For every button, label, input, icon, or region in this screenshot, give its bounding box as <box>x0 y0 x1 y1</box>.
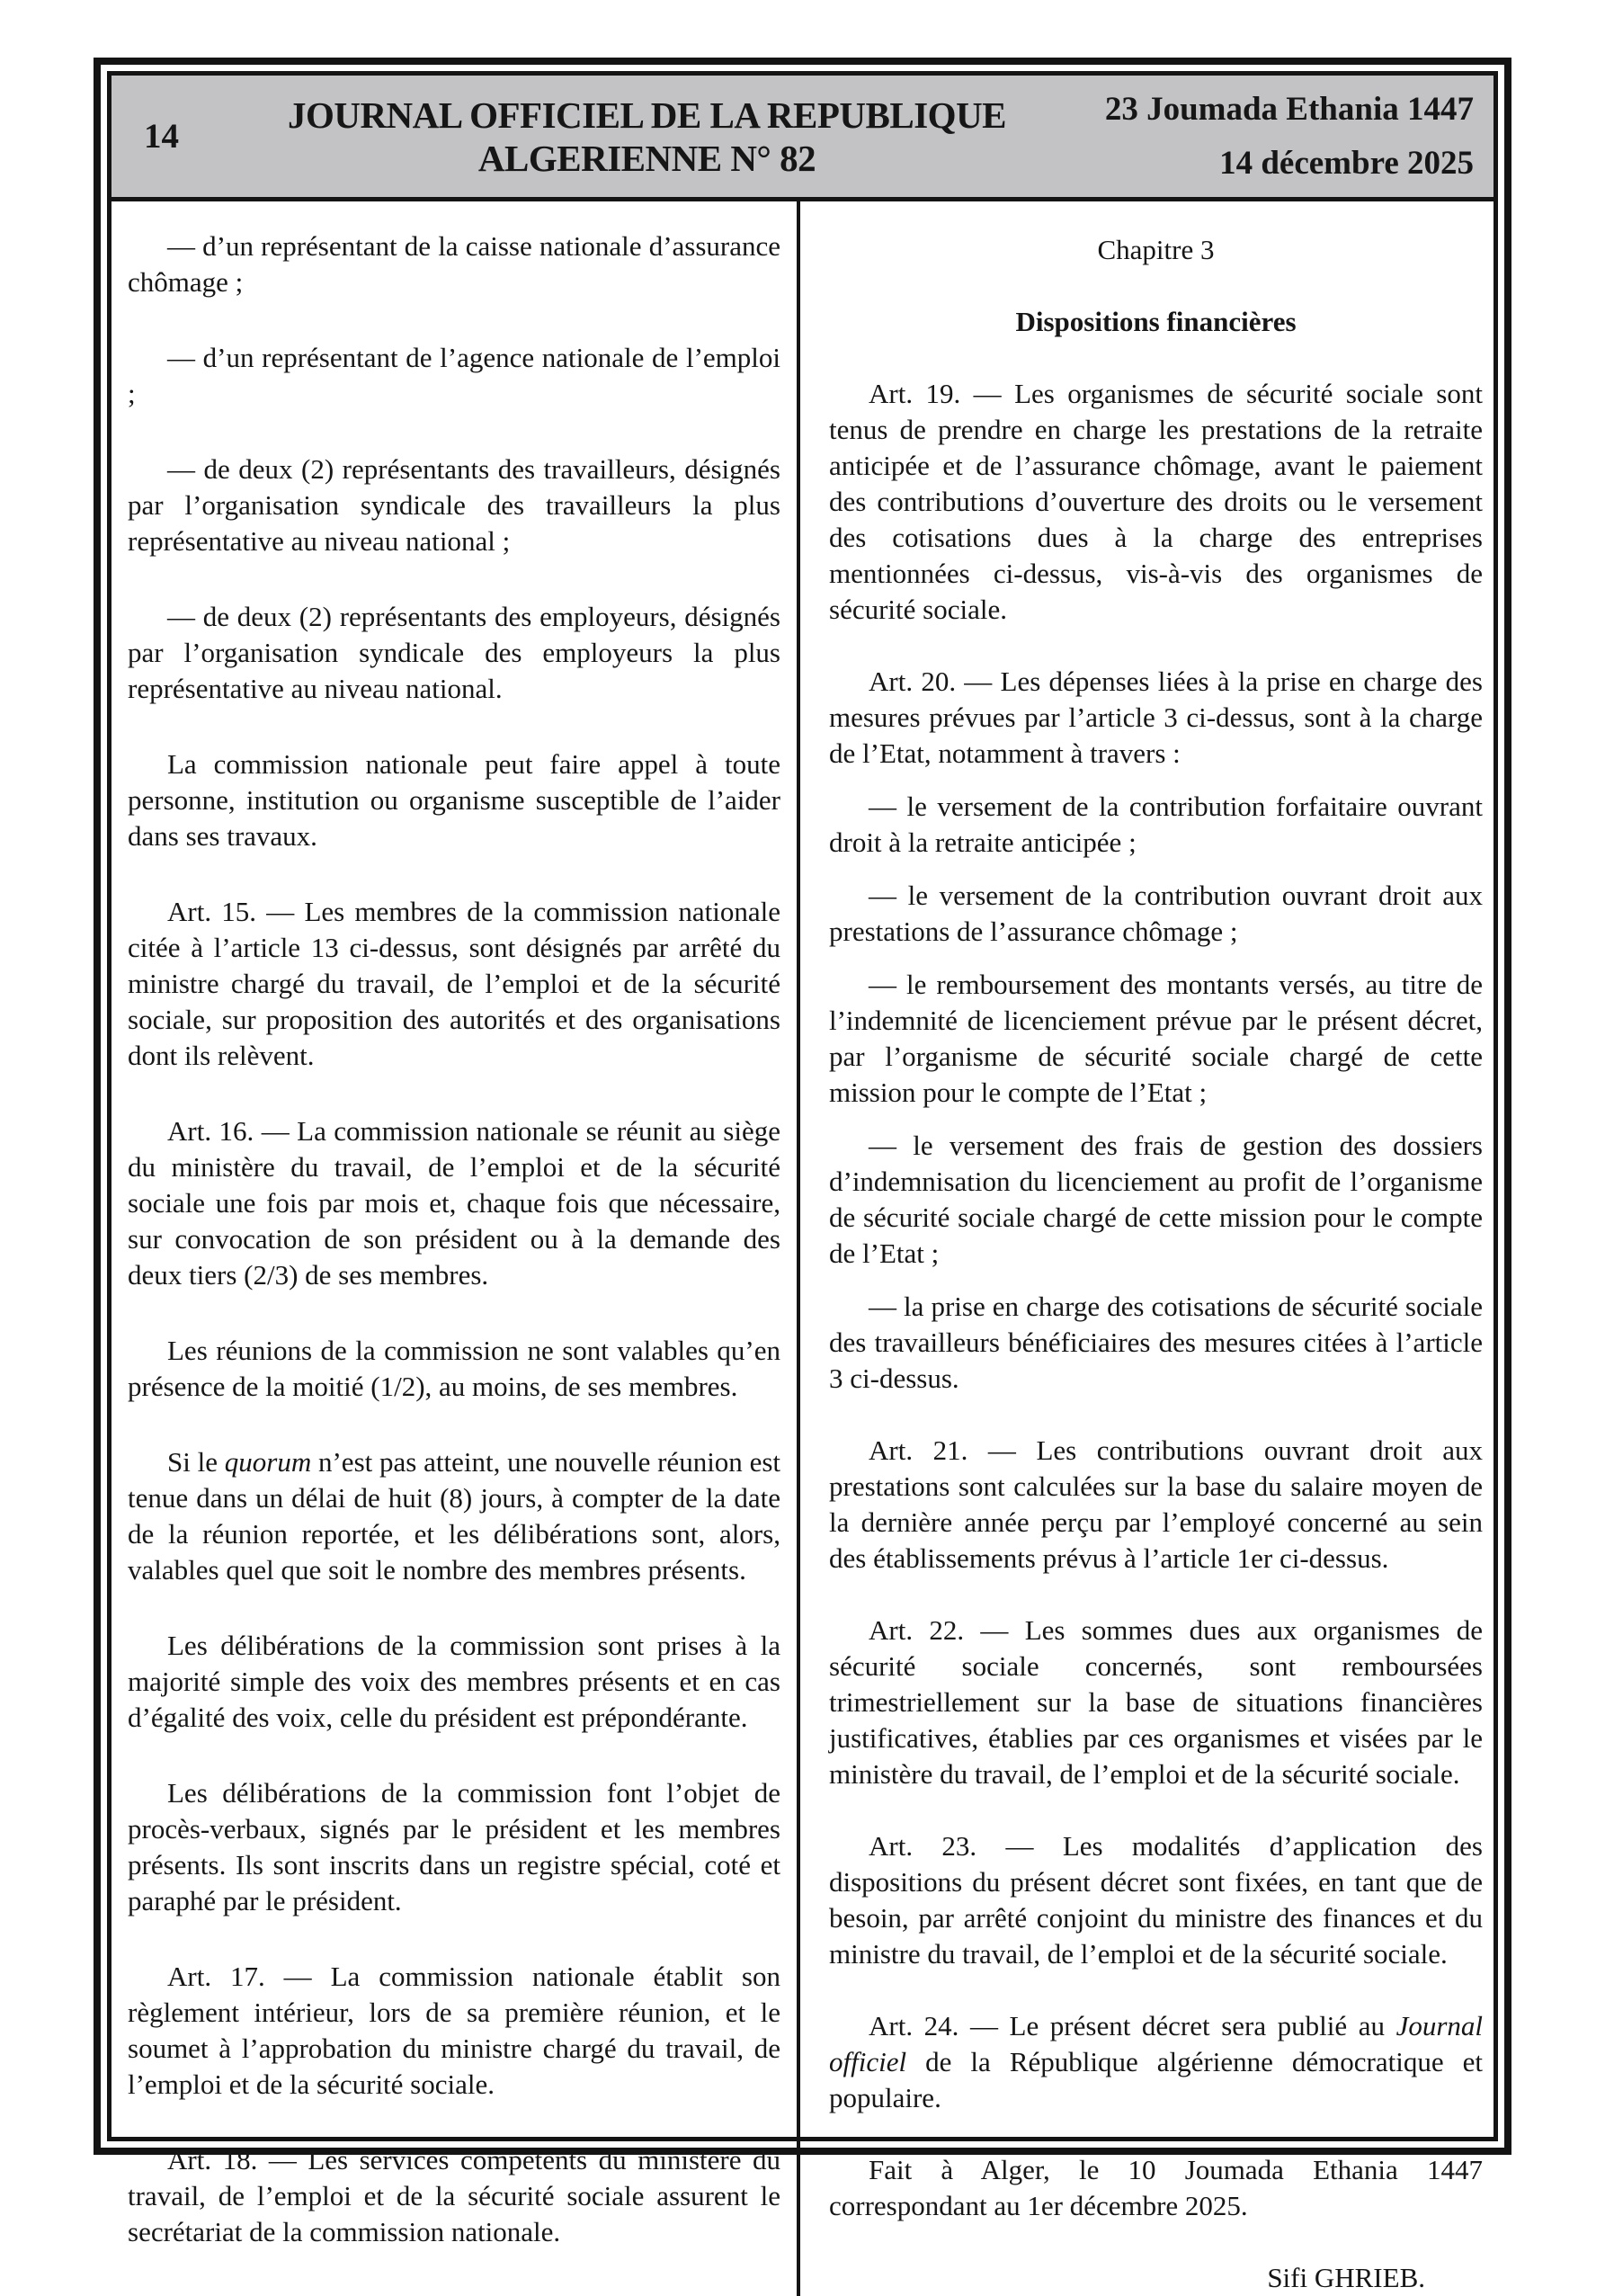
list-item: — de deux (2) représentants des travailleurs, désignés par l’organisation syndicale des travailleurs la plus représentative au niveau national ; <box>128 453 780 557</box>
left-column <box>111 201 800 2296</box>
list-item: — d’un représentant de la caisse nationale d’assurance chômage ; <box>128 230 780 298</box>
right-column <box>800 201 1494 2296</box>
article-17: Art. 17. — La commission nationale établit son règlement intérieur, lors de sa première réunion, et le soumet à l’approbation du ministre chargé du travail, de l’emploi et de la sécurité sociale. <box>128 1961 780 2100</box>
two-column-content <box>111 201 1494 2296</box>
inner-rule-frame <box>107 71 1498 2293</box>
paragraph: Les réunions de la commission ne sont valables qu’en présence de la moitié (1/2), au moins, de ses membres. <box>128 1335 780 1402</box>
page-frame <box>94 58 1511 2293</box>
text-segment: de la République algérienne démocratique et populaire. <box>829 2046 1483 2113</box>
signature: Sifi GHRIEB. <box>1267 2262 1425 2293</box>
italic-text: quorum <box>224 1446 312 1478</box>
list-item: — la prise en charge des cotisations de sécurité sociale des travailleurs bénéficiaires des mesures citées à l’article 3 ci-dessus. <box>829 1291 1483 1394</box>
paragraph: La commission nationale peut faire appel à toute personne, institution ou organisme susceptible de l’aider dans ses travaux. <box>128 748 780 852</box>
date-gregorian: 14 décembre 2025 <box>1219 144 1474 182</box>
article-20: Art. 20. — Les dépenses liées à la prise en charge des mesures prévues par l’article 3 ci-dessus, sont à la charge de l’Etat, notamment à travers : <box>829 666 1483 769</box>
text-segment: Art. 24. — Le présent décret sera publié au <box>869 2010 1396 2041</box>
journal-title: JOURNAL OFFICIEL DE LA REPUBLIQUE ALGERIENNE N° 82 <box>287 94 1007 179</box>
article-15: Art. 15. — Les membres de la commission nationale citée à l’article 13 ci-dessus, sont désignés par arrêté du ministre chargé du travail, de l’emploi et de la sécurité sociale, sur proposition des autorités et des organisations dont ils relèvent. <box>128 896 780 1071</box>
list-item: — le versement des frais de gestion des dossiers d’indemnisation du licenciement au profit de l’organisme de sécurité sociale chargé de cette mission pour le compte de l’Etat ; <box>829 1130 1483 1269</box>
article-24 <box>829 2008 1483 2116</box>
date-hijri: 23 Joumada Ethania 1447 <box>1104 90 1474 128</box>
chapter-label: Chapitre 3 <box>1097 234 1215 265</box>
text-segment: n’est pas atteint, une nouvelle réunion est tenue dans un délai de huit (8) jours, à compter de la date de la réunion reportée, et les délibérations sont, alors, valables quel que soit le nombre des membres présents. <box>128 1446 781 1586</box>
enactment-clause: Fait à Alger, le 10 Joumada Ethania 1447 correspondant au 1er décembre 2025. <box>829 2154 1483 2221</box>
journal-header-band <box>111 76 1494 201</box>
page-number: 14 <box>144 117 179 156</box>
paragraph: Les délibérations de la commission font l’objet de procès-verbaux, signés par le président et les membres présents. Ils sont inscrits dans un registre spécial, coté et paraphé par le président. <box>128 1777 780 1916</box>
list-item: — le remboursement des montants versés, au titre de l’indemnité de licenciement prévue par le présent décret, par l’organisme de sécurité sociale chargé de cette mission pour le compte de l’Etat ; <box>829 969 1483 1108</box>
list-item: — le versement de la contribution ouvrant droit aux prestations de l’assurance chômage ; <box>829 880 1483 947</box>
list-item: — le versement de la contribution forfaitaire ouvrant droit à la retraite anticipée ; <box>829 791 1483 858</box>
list-item: — de deux (2) représentants des employeurs, désignés par l’organisation syndicale des employeurs la plus représentative au niveau national. <box>128 601 780 704</box>
article-21: Art. 21. — Les contributions ouvrant droit aux prestations sont calculées sur la base du salaire moyen de la dernière année perçu par l’employé concerné au sein des établissements prévus à l’article 1er ci-dessus. <box>829 1434 1483 1574</box>
list-item: — d’un représentant de l’agence nationale de l’emploi ; <box>128 342 780 409</box>
article-23: Art. 23. — Les modalités d’application des dispositions du présent décret sont fixées, en tant que de besoin, par arrêté conjoint du ministre des finances et du ministre du travail, de l’emploi et de la sécurité sociale. <box>829 1830 1483 1970</box>
header-dates <box>1024 83 1474 191</box>
article-16: Art. 16. — La commission nationale se réunit au siège du ministère du travail, de l’emploi et de la sécurité sociale une fois par mois et, chaque fois que nécessaire, sur convocation de son président ou à la demande des deux tiers (2/3) de ses membres. <box>128 1115 780 1291</box>
text-segment: Si le <box>167 1446 225 1478</box>
article-18: Art. 18. — Les services compétents du ministère du travail, de l’emploi et de la sécurité sociale assurent le secrétariat de la commission nationale. <box>128 2144 780 2247</box>
paragraph: Les délibérations de la commission sont prises à la majorité simple des voix des membres présents et en cas d’égalité des voix, celle du président est prépondérante. <box>128 1630 780 1733</box>
chapter-title: Dispositions financières <box>1015 306 1297 337</box>
paragraph-quorum <box>128 1444 780 1588</box>
article-19: Art. 19. — Les organismes de sécurité sociale sont tenus de prendre en charge les prestations de la retraite anticipée et de l’assurance chômage, avant le paiement des contributions d’ouverture des droits ou le versement des cotisations dues à la charge des entreprises mentionnées ci-dessus, vis-à-vis des organismes de sécurité sociale. <box>829 378 1483 625</box>
article-22: Art. 22. — Les sommes dues aux organismes de sécurité sociale concernés, sont remboursées trimestriellement sur la base de situations financières justificatives, établies par ces organismes et visées par le ministère du travail, de l’emploi et de la sécurité sociale. <box>829 1614 1483 1790</box>
italic-text: Journal officiel <box>829 2010 1483 2077</box>
